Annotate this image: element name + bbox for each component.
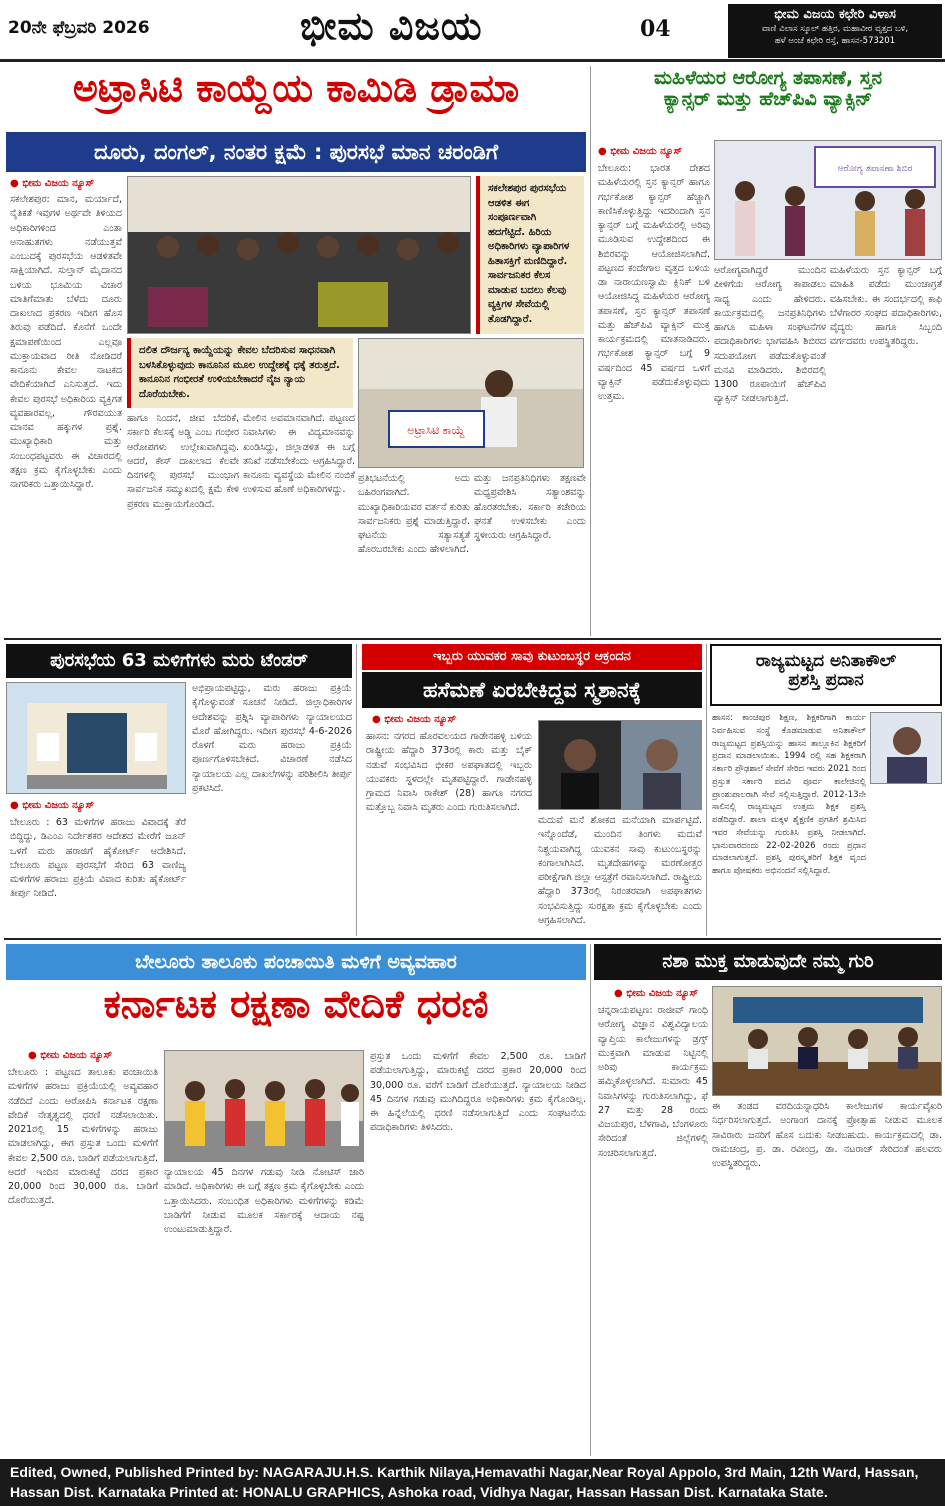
section-divider <box>4 938 941 940</box>
story5-headline-line: ಪ್ರಶಸ್ತಿ ಪ್ರದಾನ <box>788 669 864 690</box>
photo-banner-text: ಆರೋಗ್ಯ ತಪಾಸಣಾ ಶಿಬಿರ <box>837 164 913 174</box>
section-divider <box>4 638 941 640</box>
story5-column: ಹಾಸನ: ಕಾಂಚಿಪುರ ಶಿಕ್ಷಣ, ಶಿಕ್ಷಕರಿಗಾಗಿ ಕಾರ್ಯ ನಿರ್ವಹಿಸುವ ಸಂಸ್ಥೆ ಕೊಡಮಾಡುವ ಅನಿತಾಕೌಲ್ ರಾಜ್ಯಮಟ್ಟದ ಪ್ರಶಸ್ತಿಯನ್ನು ಹಾಸನ ತಾಲ್ಲೂಕಿನ ಶಿಕ್ಷಕರಿಗೆ ಪ್ರದಾನ ಮಾಡಲಾಯಿತು. 1994 ರಲ್ಲಿ ಸಹ ಶಿಕ್ಷಕರಾಗಿ ಸರ್ಕಾರಿ ಪ್ರೌಢಶಾಲೆ ಸೇವೆಗೆ ಸೇರಿದ ಇವರು 2021 ರಿಂದ ಪ್ರಸ್ತುತ ಸರ್ಕಾರಿ ಪದವಿ ಪೂರ್ವ ಕಾಲೇಜಿನಲ್ಲಿ ಪ್ರಾಂಶುಪಾಲರಾಗಿ ಸೇವೆ ಸಲ್ಲಿಸುತ್ತಿದ್ದಾರೆ. 2012-13ನೇ ಸಾಲಿನಲ್ಲಿ ರಾಜ್ಯಮಟ್ಟದ ಉತ್ತಮ ಶಿಕ್ಷಕ ಪ್ರಶಸ್ತಿ ಪಡೆದಿದ್ದಾರೆ. ಶಾಲಾ ಮಕ್ಕಳ ಶೈಕ್ಷಣಿಕ ಪ್ರಗತಿಗೆ ಶ್ರಮಿಸಿದ ಇವರ ಸೇವೆಯನ್ನು ಗುರುತಿಸಿ ಪ್ರಶಸ್ತಿ ನೀಡಲಾಗಿದೆ. ಭಾನುವಾರದಂದು 22-02-2026 ರಂದು ಪ್ರಧಾನ ಮಾಡಲಾಗುತ್ತದೆ. ಪ್ರಶಸ್ತಿ ಪುರಸ್ಕೃತರಿಗೆ ಶಿಕ್ಷಕ ವೃಂದ ಹಾಗೂ ಪೋಷಕರು ಅಭಿನಂದನೆ ಸಲ್ಲಿಸಿದ್ದಾರೆ. <box>712 713 866 876</box>
story1-protest-photo <box>127 176 471 334</box>
imprint-line: Hassan Dist. Karnataka Printed at: HONALU GRAPHICS, Ashoka road, Vidhya Nagar, Hassan Hassan Dist. Karnataka State. <box>10 1483 828 1500</box>
column-divider <box>590 944 591 1456</box>
protest-crowd-image <box>128 177 471 334</box>
story2-headline <box>594 68 942 134</box>
story2-headline-line: ಮಹಿಳೆಯರ ಆರೋಗ್ಯ ತಪಾಸಣೆ, ಸ್ತನ <box>653 68 883 89</box>
story1-pullquote: ದಲಿತ ದೌರ್ಜನ್ಯ ಕಾಯ್ದೆಯನ್ನು ಕೇವಲ ಬೆದರಿಸುವ ಸಾಧನವಾಗಿ ಬಳಸಿಕೊಳ್ಳುವುದು ಕಾನೂನಿನ ಮೂಲ ಉದ್ದೇಶಕ್ಕೆ ಧಕ್ಕೆ ತರುತ್ತದೆ. ಕಾನೂನಿನ ಗಂಭೀರತೆ ಉಳಿಯಬೇಕಾದರೆ ನೈಜ ನ್ಯಾಯ ದೊರೆಯಬೇಕು. <box>127 338 353 408</box>
story4-column: ಮದುವೆ ಮನೆ ಶೋಕದ ಮನೆಯಾಗಿ ಮಾರ್ಪಟ್ಟಿದೆ. ಇನ್ನೊಂದೆಡೆ, ಮುಂದಿನ ತಿಂಗಳು ಮದುವೆ ನಿಶ್ಚಯವಾಗಿದ್ದ ಯುವಕನ ಸಾವು ಕುಟುಂಬಸ್ಥರನ್ನು ಕಂಗಾಲಾಗಿಸಿದೆ. ಮೃತದೇಹಗಳನ್ನು ಮರಣೋತ್ತರ ಪರೀಕ್ಷೆಗಾಗಿ ಜಿಲ್ಲಾ ಆಸ್ಪತ್ರೆಗೆ ರವಾನಿಸಲಾಗಿದೆ. ರಾಷ್ಟ್ರೀಯ ಹೆದ್ದಾರಿ 373ರಲ್ಲಿ ನಿರಂತರವಾಗಿ ಅಪಘಾತಗಳು ಸಂಭವಿಸುತ್ತಿದ್ದು ಸುರಕ್ಷತಾ ಕ್ರಮ ಕೈಗೊಳ್ಳಬೇಕು ಎಂದು ಆಗ್ರಹಿಸಲಾಗಿದೆ. <box>538 815 702 926</box>
story6-column: ಬೇಲೂರು : ಪಟ್ಟಣದ ತಾಲೂಕು ಪಂಚಾಯಿತಿ ಮಳಿಗೆಗಳ ಹರಾಜು ಪ್ರಕ್ರಿಯೆಯಲ್ಲಿ ಅವ್ಯವಹಾರ ನಡೆದಿದೆ ಎಂದು ಆರೋಪಿಸಿ ಕರ್ನಾಟಕ ರಕ್ಷಣಾ ವೇದಿಕೆ ನೇತೃತ್ವದಲ್ಲಿ ಧರಣಿ ನಡೆಸಲಾಯಿತು. 2021ರಲ್ಲಿ 15 ಮಳಿಗೆಗಳನ್ನು ಹರಾಜು ಮಾಡಲಾಗಿದ್ದು, ಈಗ ಪ್ರಸ್ತುತ ಒಂದು ಮಳಿಗೆಗೆ ಕೇವಲ 2,500 ರೂ. ಬಾಡಿಗೆ ಪಡೆಯಲಾಗುತ್ತಿದೆ. ಆದರೆ ಇಂದಿನ ಮಾರುಕಟ್ಟೆ ದರದ ಪ್ರಕಾರ 20,000 ರಿಂದ 30,000 ರೂ. ಬಾಡಿಗೆ ದೊರೆಯುತ್ತದೆ. <box>8 1067 158 1207</box>
story6-column: ನ್ಯಾಯಾಲಯ 45 ದಿನಗಳ ಗಡುವು ನೀಡಿ ನೋಟಿಸ್ ಜಾರಿ ಮಾಡಿದೆ. ಅಧಿಕಾರಿಗಳು ಈ ಬಗ್ಗೆ ತಕ್ಷಣ ಕ್ರಮ ಕೈಗೊಳ್ಳಬೇಕು ಎಂದು ಒತ್ತಾಯಿಸಿದರು. ಸಂಬಂಧಿತ ಅಧಿಕಾರಿಗಳು ಮಳಿಗೆಗಳನ್ನು ಕಡಿಮೆ ಬಾಡಿಗೆಗೆ ನೀಡುವ ಮೂಲಕ ಸರ್ಕಾರಕ್ಕೆ ಆದಾಯ ನಷ್ಟ ಉಂಟುಮಾಡುತ್ತಿದ್ದಾರೆ. <box>164 1167 364 1235</box>
story1-column: ಹಾಗೂ ನಿಂದನೆ, ಜೀವ ಬೆದರಿಕೆ, ಸರ್ಕಾರಿ ಕೆಲಸಕ್ಕೆ ಅಡ್ಡಿ ಎಂಬ ಗಂಭೀರ ಆರೋಪಗಳು ಉಲ್ಲೇಖವಾಗಿದ್ದವು. ಆದರೆ, ಕೇಸ್ ದಾಖಲಾದ ಕೆಲವೇ ದಿನಗಳಲ್ಲಿ ಪುರಸಭೆ ಮುಂಭಾಗ ಸಾರ್ವಜನಿಕ ಸಮ್ಮುಖದಲ್ಲಿ ಕ್ಷಮೆ ಕೇಳಿ ಪ್ರಕರಣ ಮುಕ್ತಾಯಗೊಂಡಿದೆ. <box>127 413 239 510</box>
story7-headline: ನಶಾ ಮುಕ್ತ ಮಾಡುವುದೇ ನಮ್ಮ ಗುರಿ <box>594 944 942 980</box>
story6-protest-photo <box>164 1050 364 1162</box>
story1-column: ಸಕಲೇಶಪುರ: ಮಾನ, ಮರ್ಯಾದೆ, ನೈತಿಕತೆ ಇವುಗಳ ಅರ್ಥವೇ ತಿಳಿಯದ ಅಧಿಕಾರಿಗಳಿಂದ ಎಂತಾ ಅನಾಹುತಗಳು ನಡೆಯುತ್ತವೆ ಎಂಬುದಕ್ಕೆ ಪುರಸಭೆಯ ಆಡಳಿತವೇ ಸಾಕ್ಷಿಯಾಗಿದೆ. ಸುಲ್ತಾನ್ ಮೈದಾನದ ಬಳಿಯ ಭೂಮಿಯ ವಿಚಾರ ಮಾತಿಗೆಮಾತು ಬೆಳೆದು ದೂರು ದಾಖಲಾದ ಪ್ರಕರಣ ಇದೀಗ ಹೊಸ ತಿರುವು ಪಡೆದಿದೆ. ಕೊನೆಗೆ ಒಂದೇ ಕ್ಷಮಾಪಣೆಯಿಂದ ಎಲ್ಲವೂ ಮುಕ್ತಾಯವಾದ ರೀತಿ ನೋಡಿದರೆ ಕಾನೂನು ಕೇವಲ ನಾಟಕದ ವೇದಿಕೆಯಾಗಿದೆ ಎನಿಸುತ್ತದೆ. ಇದು ಕೇವಲ ಪುರಸಭೆ ಅಧಿಕಾರಿಯ ವ್ಯಕ್ತಿಗತ ವ್ಯವಹಾರವಲ್ಲ, ಗೌರವಯುತ ಮಾನವ ಹಕ್ಕುಗಳ ಪ್ರಶ್ನೆ. ಮುಖ್ಯಾಧಿಕಾರಿ ಮತ್ತು ಸಂಬಂಧಪಟ್ಟವರು ಈ ವಿಚಾರದಲ್ಲಿ ತಕ್ಷಣ ಕ್ರಮ ಕೈಗೊಳ್ಳಬೇಕು ಎಂದು ನಾಗರಿಕರು ಒತ್ತಾಯಿಸಿದ್ದಾರೆ. <box>10 194 122 490</box>
story4-byline: ● ಭೀಮ ವಿಜಯ ನ್ಯೂಸ್ <box>372 714 456 725</box>
story7-meeting-photo <box>712 986 942 1096</box>
story7-byline: ● ಭೀಮ ವಿಜಯ ನ್ಯೂಸ್ <box>614 988 698 999</box>
story1-column: ಪ್ರತಿಭಟನೆಯಲ್ಲಿ ಅದು ಬಹಿರಂಗವಾಗಿದೆ. ಮುಖ್ಯಾಧಿಕಾರಿಯವರ ವರ್ತನೆ ಕುರಿತು ಸಾರ್ವಜನಿಕರು ಪ್ರಶ್ನೆ ಮಾಡುತ್ತಿದ್ದಾರೆ. ಘಟನೆಯ ಸತ್ಯಾಸತ್ಯತೆ ಹೊರಬರಬೇಕು ಎಂದು ಹೇಳಲಾಗಿದೆ. <box>358 473 470 556</box>
krv-protest-image <box>165 1051 364 1162</box>
story5-headline <box>710 644 942 706</box>
story4-column: ಹಾಸನ: ನಗರದ ಹೊರವಲಯದ ಗಾಡೇನಹಳ್ಳಿ ಬಳಿಯ ರಾಷ್ಟ್ರೀಯ ಹೆದ್ದಾರಿ 373ರಲ್ಲಿ ಕಾರು ಮತ್ತು ಬೈಕ್ ನಡುವೆ ಸಂಭವಿಸಿದ ಭೀಕರ ಅಪಘಾತದಲ್ಲಿ ಇಬ್ಬರು ಯುವಕರು ಸ್ಥಳದಲ್ಲೇ ಮೃತಪಟ್ಟಿದ್ದಾರೆ. ಗಾಡೇನಹಳ್ಳಿ ಗ್ರಾಮದ ನಿವಾಸಿ ರಾಕೇಶ್ (28) ಹಾಗೂ ನಗರದ ಮತ್ತೊಬ್ಬ ನಿವಾಸಿ ಮೃತರು ಎಂದು ಗುರುತಿಸಲಾಗಿದೆ. <box>366 731 532 814</box>
story6-byline: ● ಭೀಮ ವಿಜಯ ನ್ಯೂಸ್ <box>28 1050 112 1061</box>
story1-banner-photo <box>358 338 584 468</box>
issue-date: 20ನೇ ಫೆಬ್ರವರಿ 2026 <box>8 18 150 38</box>
story1-column: ಮೇಲಿನ ಅವಮಾನವಾಗಿದೆ. ಪಟ್ಟಣದ ನಿವಾಸಿಗಳು ಈ ವಿದ್ಯಮಾನವನ್ನು ಖಂಡಿಸಿದ್ದು, ಜಿಲ್ಲಾಡಳಿತ ಈ ಬಗ್ಗೆ ತನಿಖೆ ನಡೆಸಬೇಕೆಂದು ಆಗ್ರಹಿಸಿದ್ದಾರೆ. ಕಾನೂನು ವ್ಯವಸ್ಥೆಯ ಮೇಲಿನ ನಂಬಿಕೆ ಉಳಿಸುವ ಹೊಣೆ ಅಧಿಕಾರಿಗಳದ್ದು. <box>243 413 355 496</box>
office-address-box <box>728 4 942 58</box>
office-address-line: ಹಳೆ ಅಂಚೆ ಕಛೇರಿ ರಸ್ತೆ, ಹಾಸನ-573201 <box>774 36 896 46</box>
banner-text: ಅಟ್ರಾಸಿಟಿ ಕಾಯ್ದೆ <box>407 424 465 437</box>
story6-column: ಪ್ರಸ್ತುತ ಒಂದು ಮಳಿಗೆಗೆ ಕೇವಲ 2,500 ರೂ. ಬಾಡಿಗೆ ಪಡೆಯಲಾಗುತ್ತಿದ್ದು, ಮಾರುಕಟ್ಟೆ ದರದ ಪ್ರಕಾರ 20,000 ರಿಂದ 30,000 ರೂ. ವರೆಗೆ ಬಾಡಿಗೆ ದೊರೆಯುತ್ತದೆ. ನ್ಯಾಯಾಲಯ ನೀಡಿದ 45 ದಿನಗಳ ಗಡುವು ಮುಗಿದಿದ್ದರೂ ಅಧಿಕಾರಿಗಳು ಕ್ರಮ ಕೈಗೊಂಡಿಲ್ಲ. ಈ ಹಿನ್ನೆಲೆಯಲ್ಲಿ ಧರಣಿ ನಡೆಸಲಾಗುತ್ತಿದೆ ಎಂದು ಸಂಘಟನೆಯ ಪದಾಧಿಕಾರಿಗಳು ತಿಳಿಸಿದರು. <box>370 1051 586 1134</box>
story4-victim-photos <box>538 720 702 810</box>
story6-kicker: ಬೇಲೂರು ತಾಲೂಕು ಪಂಚಾಯಿತಿ ಮಳಿಗೆ ಅವ್ಯವಹಾರ <box>6 944 586 980</box>
officials-meeting-image <box>713 987 942 1096</box>
story1-headline: ಅಟ್ರಾಸಿಟಿ ಕಾಯ್ದೆಯ ಕಾಮಿಡಿ ಡ್ರಾಮಾ <box>72 68 520 110</box>
story2-column: ಬೇಲೂರು: ಭಾರತ ದೇಶದ ಮಹಿಳೆಯರಲ್ಲಿ ಸ್ತನ ಕ್ಯಾನ್ಸರ್ ಹಾಗೂ ಗರ್ಭಕೋಶ ಕ್ಯಾನ್ಸರ್ ಹೆಚ್ಚಾಗಿ ಕಾಣಿಸಿಕೊಳ್ಳುತ್ತಿದ್ದು ಇದರಿಂದಾಗಿ ಸ್ತನ ಕ್ಯಾನ್ಸರ್ ಬಗ್ಗೆ ಮಹಿಳೆಯರಲ್ಲಿ ಅರಿವು ಮೂಡಿಸುವ ಉದ್ದೇಶದಿಂದ ಈ ಶಿಬಿರವನ್ನು ಆಯೋಜಿಸಲಾಗಿದೆ. ಪಟ್ಟಣದ ಕಂದೇಗಾಲ ವೃತ್ತದ ಬಳಿಯ ಡಾ ನಾರಾಯಣಸ್ವಾಮಿ ಕ್ಲಿನಿಕ್ ಬಳಿ ಆಯೋಜಿಸಿದ್ದ ಮಹಿಳೆಯರ ಆರೋಗ್ಯ ತಪಾಸಣೆ, ಸ್ತನ ಕ್ಯಾನ್ಸರ್ ತಪಾಸಣೆ ಮತ್ತು ಹೆಚ್‌ಪಿವಿ ವ್ಯಾಕ್ಸಿನ್ ಮುಕ್ತ ಕಾರ್ಯಕ್ರಮದಲ್ಲಿ ಮಾತನಾಡಿದರು. ಗರ್ಭಕೋಶ ಕ್ಯಾನ್ಸರ್ ಬಗ್ಗೆ 9 ವರ್ಷದಿಂದ 45 ವರ್ಷದ ಒಳಗೆ ವ್ಯಾಕ್ಸಿನ್ ಪಡೆದುಕೊಳ್ಳುವುದು ಉತ್ತಮ. <box>598 163 710 402</box>
story2-column: ಮಹಿಳೆಯರು ಸ್ತನ ಕ್ಯಾನ್ಸರ್ ಬಗ್ಗೆ ಮಾಹಿತಿ ಪಡೆದು ಮುಂಜಾಗ್ರತೆ ವಹಿಸಬೇಕು. ಈ ಸಂದರ್ಭದಲ್ಲಿ ಕಾಫಿ ಬೆಳೆಗಾರರ ಸಂಘದ ಪದಾಧಿಕಾರಿಗಳು, ವೈದ್ಯರು ಹಾಗೂ ಸಿಬ್ಬಂದಿ ವರ್ಗದವರು ಉಪಸ್ಥಿತರಿದ್ದರು. <box>830 265 942 348</box>
office-address-line: ವಾಣಿ ವಿಲಾಸ ಸ್ಕೂಲ್ ಹತ್ತಿರ, ಮಹಾವೀರ ವೃತ್ತದ ಬಳಿ, <box>761 24 909 34</box>
story2-headline-line: ಕ್ಯಾನ್ಸರ್ ಮತ್ತು ಹೆಚ್‌ಪಿವಿ ವ್ಯಾಕ್ಸಿನ್ <box>663 87 873 110</box>
page-number: 04 <box>640 16 671 42</box>
story1-pullquote: ಸಕಲೇಶಪುರ ಪುರಸಭೆಯ ಆಡಳಿತ ಈಗ ಸಂಪೂರ್ಣವಾಗಿ ಹದಗೆಟ್ಟಿದೆ. ಹಿರಿಯ ಅಧಿಕಾರಿಗಳು ವ್ಯಾಪಾರಿಗಳ ಹಿತಾಸಕ್ತಿಗೆ ಮಣಿದಿದ್ದಾರೆ. ಸಾರ್ವಜನಿಕರ ಕೆಲಸ ಮಾಡುವ ಬದಲು ಕೆಲವು ವ್ಯಕ್ತಿಗಳ ಸೇವೆಯಲ್ಲಿ ತೊಡಗಿದ್ದಾರೆ. <box>476 176 584 334</box>
masthead <box>0 0 945 62</box>
column-divider <box>356 644 357 936</box>
story1-column: ಮತ್ತು ಜನಪ್ರತಿನಿಧಿಗಳು ತಕ್ಷಣವೇ ಮಧ್ಯಪ್ರವೇಶಿಸಿ ಸತ್ಯಾಂಶವನ್ನು ಹೊರತರಬೇಕು. ಸರ್ಕಾರಿ ಕಚೇರಿಯ ಘನತೆ ಉಳಿಸಬೇಕು ಎಂದು ಸ್ಥಳೀಯರು ಆಗ್ರಹಿಸಿದ್ದಾರೆ. <box>474 473 586 541</box>
imprint-line: Edited, Owned, Published Printed by: NAGARAJU.H.S. Karthik Nilaya,Hemavathi Nagar,Near Royal Appolo, 3rd Main, 12th Ward, Hassan, <box>10 1464 919 1480</box>
story1-subhead: ದೂರು, ದಂಗಲ್, ನಂತರ ಕ್ಷಮೆ : ಪುರಸಭೆ ಮಾನ ಚರಂಡಿಗೆ <box>6 132 586 172</box>
story3-column: ಅಭಿಪ್ರಾಯಪಟ್ಟಿದ್ದು, ಮರು ಹರಾಜು ಪ್ರಕ್ರಿಯೆ ಕೈಗೊಳ್ಳುವಂತೆ ಸೂಚನೆ ನೀಡಿದೆ. ಜಿಲ್ಲಾಧಿಕಾರಿಗಳ ಆದೇಶವನ್ನು ಪ್ರಶ್ನಿಸಿ ವ್ಯಾಪಾರಿಗಳು ನ್ಯಾಯಾಲಯದ ಮೊರೆ ಹೋಗಿದ್ದರು. ಇದೀಗ ಪುರಸಭೆ 4-6-2026 ರೊಳಗೆ ಮರು ಹರಾಜು ಪ್ರಕ್ರಿಯೆ ಪೂರ್ಣಗೊಳಿಸಬೇಕಿದೆ. ವಿಚಾರಣೆ ನಡೆಸಿದ ನ್ಯಾಯಾಲಯ ಎಲ್ಲ ದಾಖಲೆಗಳನ್ನು ಪರಿಶೀಲಿಸಿ ತೀರ್ಪು ಪ್ರಕಟಿಸಿದೆ. <box>192 683 352 794</box>
story4-kicker: ಇಬ್ಬರು ಯುವಕರ ಸಾವು ಕುಟುಂಬಸ್ಥರ ಆಕ್ರಂದನ <box>362 644 702 670</box>
awardee-portrait-image <box>871 713 942 784</box>
story5-awardee-photo <box>870 712 942 784</box>
man-holding-banner-image <box>359 339 584 468</box>
story2-health-camp-photo <box>714 140 942 260</box>
story5-headline-line: ರಾಜ್ಯಮಟ್ಟದ ಅನಿತಾಕೌಲ್ <box>755 651 897 671</box>
imprint-footer <box>0 1459 945 1506</box>
story7-column: ಈ ತಂಡದ ವರದಿಯನ್ನಾಧರಿಸಿ ಕಾಲೇಜುಗಳ ಕಾರ್ಯವೈಖರಿ ನಿರ್ಧರಿಸಲಾಗುತ್ತದೆ. ಅಂಗಾಂಗ ದಾನಕ್ಕೆ ಪ್ರೋತ್ಸಾಹ ನೀಡುವ ಮೂಲಕ ಸಾವಿರಾರು ಜನರಿಗೆ ಹೊಸ ಬದುಕು ನೀಡಬಹುದು. ಕಾರ್ಯಕ್ರಮದಲ್ಲಿ ಡಾ. ರಾಮಚಂದ್ರ, ಪ್ರ. ಡಾ. ರವೀಂದ್ರ, ಡಾ. ನಟರಾಜ್ ಸೇರಿದಂತೆ ಹಲವರು ಉಪಸ್ಥಿತರಿದ್ದರು. <box>712 1101 942 1169</box>
health-camp-image <box>715 141 942 260</box>
office-address-title: ಭೀಮ ವಿಜಯ ಕಛೇರಿ ವಿಳಾಸ <box>774 7 896 22</box>
story2-column: ಆರೋಗ್ಯವಾಗಿದ್ದರೆ ಮುಂದಿನ ಪೀಳಿಗೆಯ ಆರೋಗ್ಯ ಕಾಪಾಡಲು ಸಾಧ್ಯ ಎಂದು ಹೇಳಿದರು. ಕಾರ್ಯಕ್ರಮದಲ್ಲಿ ಜನಪ್ರತಿನಿಧಿಗಳು ಹಾಗೂ ಮಹಿಳಾ ಸಂಘಟನೆಗಳ ಪದಾಧಿಕಾರಿಗಳು ಭಾಗವಹಿಸಿ ಶಿಬಿರದ ಸದುಪಯೋಗ ಪಡೆದುಕೊಳ್ಳುವಂತೆ ಮನವಿ ಮಾಡಿದರು. ಶಿಬಿರದಲ್ಲಿ 1300 ರೂಪಾಯಿಗೆ ಹೆಚ್‌ಪಿವಿ ವ್ಯಾಕ್ಸಿನ್ ನೀಡಲಾಗುತ್ತಿದೆ. <box>714 265 826 405</box>
story3-column: ಬೇಲೂರು : 63 ಮಳಿಗೆಗಳ ಹರಾಜು ವಿವಾದಕ್ಕೆ ತೆರೆ ಬಿದ್ದಿದ್ದು, ಡಿಎಂಎ ನಿರ್ದೇಶಕರ ಆದೇಶದ ಮೇರೆಗೆ ಜೂನ್ ಒಳಗೆ ಮರು ಹರಾಜಿಗೆ ಹೈಕೋರ್ಟ್ ಆದೇಶಿಸಿದೆ. ಬೇಲೂರು ಪಟ್ಟಣ ಪುರಸಭೆಗೆ ಸೇರಿದ 63 ವಾಣಿಜ್ಯ ಮಳಿಗೆಗಳ ಹರಾಜು ಪ್ರಕ್ರಿಯೆ ವಿವಾದ ಕುರಿತು ಹೈಕೋರ್ಟ್ ತೀರ್ಪು ನೀಡಿದೆ. <box>10 817 186 900</box>
story6-headline: ಕರ್ನಾಟಕ ರಕ್ಷಣಾ ವೇದಿಕೆ ಧರಣಿ <box>103 984 489 1026</box>
story4-headline: ಹಸೆಮಣೆ ಏರಬೇಕಿದ್ದವ ಸ್ಮಶಾನಕ್ಕೆ <box>362 672 702 708</box>
story3-byline: ● ಭೀಮ ವಿಜಯ ನ್ಯೂಸ್ <box>10 800 94 811</box>
story2-byline: ● ಭೀಮ ವಿಜಯ ನ್ಯೂಸ್ <box>598 146 682 157</box>
column-divider <box>706 644 707 936</box>
story3-headline: ಪುರಸಭೆಯ 63 ಮಳಿಗೆಗಳು ಮರು ಟೆಂಡರ್ <box>6 644 352 678</box>
victims-portrait-image <box>539 721 702 810</box>
column-divider <box>590 66 591 636</box>
story3-building-photo <box>6 682 186 794</box>
newspaper-title: ಭೀಮ ವಿಜಯ <box>300 4 483 48</box>
story7-column: ಚನ್ನರಾಯಪಟ್ಟಣ: ರಾಜೀವ್ ಗಾಂಧಿ ಆರೋಗ್ಯ ವಿಜ್ಞಾನ ವಿಶ್ವವಿದ್ಯಾಲಯ ವ್ಯಾಪ್ತಿಯ ಕಾಲೇಜುಗಳನ್ನು ಡ್ರಗ್ಸ್ ಮುಕ್ತವಾಗಿ ಮಾಡುವ ನಿಟ್ಟಿನಲ್ಲಿ ಅರಿವು ಕಾರ್ಯಕ್ರಮ ಹಮ್ಮಿಕೊಳ್ಳಲಾಗಿದೆ. ಸುಮಾರು 45 ನಿವಾಸಿಗಳನ್ನು ಗುರುತಿಸಲಾಗಿದ್ದು, ಫೆ 27 ಮತ್ತು 28 ರಂದು ವಿಜಯಪುರ, ಬೆಳಗಾವಿ, ಬೆಂಗಳೂರು ಸೇರಿದಂತೆ ಜಿಲ್ಲೆಗಳಲ್ಲಿ ಸಂಚರಿಸಲಾಗುತ್ತದೆ. <box>598 1005 708 1159</box>
story1-byline: ● ಭೀಮ ವಿಜಯ ನ್ಯೂಸ್ <box>10 178 94 189</box>
market-building-image <box>7 683 186 794</box>
